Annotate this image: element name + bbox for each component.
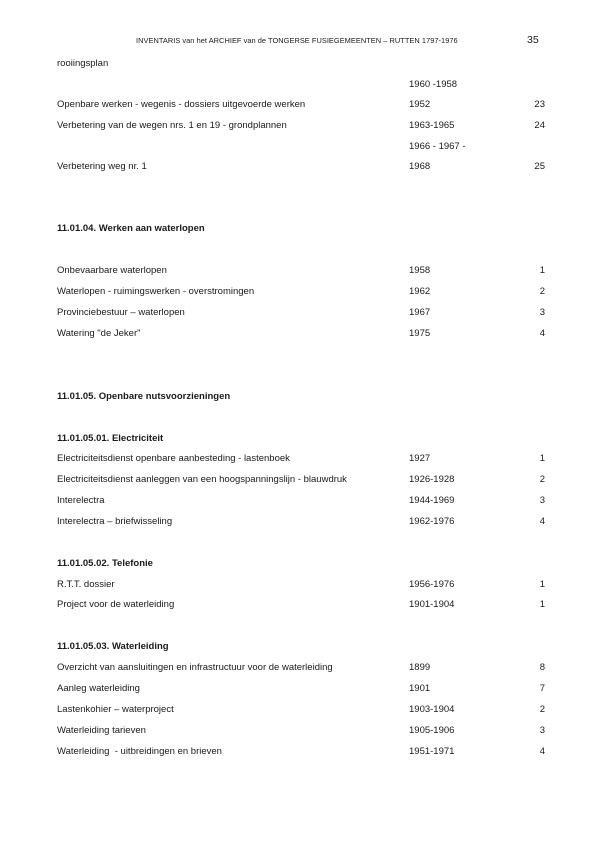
entry-description: Verbetering weg nr. 1: [57, 161, 147, 172]
entry-years: 1901-1904: [409, 599, 455, 610]
entry-number: 23: [534, 99, 545, 110]
entry-description: Electriciteitsdienst openbare aanbesteding - lastenboek: [57, 453, 290, 464]
entry-years: 1968: [409, 161, 431, 172]
entry-years: 1901: [409, 683, 431, 694]
year-line: [57, 78, 545, 92]
section-heading: 11.01.05. Openbare nutsvoorzieningen: [57, 391, 231, 402]
entry-number: 3: [539, 495, 545, 506]
entry-years: 1975: [409, 328, 431, 339]
entry-description: Waterlopen - ruimingswerken - overstromingen: [57, 286, 255, 297]
entry-description: R.T.T. dossier: [57, 579, 115, 590]
entry-years: 1967: [409, 307, 431, 318]
entry-number: 25: [534, 161, 545, 172]
entry-number: 2: [539, 474, 545, 485]
entry-description: rooiingsplan: [57, 58, 109, 69]
entry-row: [57, 578, 545, 592]
entry-description: Watering "de Jeker": [57, 328, 141, 339]
entry-number: 1: [539, 453, 545, 464]
entry-row: [57, 661, 545, 675]
page-number: 35: [527, 34, 539, 46]
entry-row: [57, 98, 545, 112]
entry-number: 4: [539, 328, 545, 339]
entry-description: Provinciebestuur – waterlopen: [57, 307, 185, 318]
entry-years: 1903-1904: [409, 704, 455, 715]
year-line: [57, 140, 545, 154]
subsection-heading: 11.01.05.02. Telefonie: [57, 558, 153, 569]
entry-years: 1951-1971: [409, 746, 455, 757]
entry-row: [57, 327, 545, 341]
continuation-line: [57, 57, 545, 71]
entry-row: [57, 682, 545, 696]
entry-number: 3: [539, 725, 545, 736]
entry-description: Project voor de waterleiding: [57, 599, 175, 610]
entry-description: Overzicht van aansluitingen en infrastructuur voor de waterleiding: [57, 662, 333, 673]
entry-description: Onbevaarbare waterlopen: [57, 265, 167, 276]
entry-description: Interelectra: [57, 495, 105, 506]
section-heading: 11.01.04. Werken aan waterlopen: [57, 223, 205, 234]
entry-description: Electriciteitsdienst aanleggen van een hoogspanningslijn - blauwdruk: [57, 474, 347, 485]
subsection-heading: 11.01.05.03. Waterleiding: [57, 641, 169, 652]
entry-number: 1: [539, 599, 545, 610]
entry-row: [57, 745, 545, 759]
entry-row: [57, 494, 545, 508]
entry-years: 1962-1976: [409, 516, 455, 527]
entry-years: 1927: [409, 453, 431, 464]
entry-description: Aanleg waterleiding: [57, 683, 140, 694]
entry-description: Interelectra – briefwisseling: [57, 516, 173, 527]
entry-years: 1905-1906: [409, 725, 455, 736]
entry-row: [57, 703, 545, 717]
entry-years: 1952: [409, 99, 431, 110]
entry-description: Waterleiding - uitbreidingen en brieven: [57, 746, 222, 757]
entry-number: 24: [534, 120, 545, 131]
entry-description: Lastenkohier – waterproject: [57, 704, 174, 715]
entry-number: 4: [539, 746, 545, 757]
entry-row: [57, 473, 545, 487]
entry-row: [57, 452, 545, 466]
entry-row: [57, 724, 545, 738]
entry-years: 1962: [409, 286, 431, 297]
header-title: INVENTARIS van het ARCHIEF van de TONGERSE FUSIEGEMEENTEN – RUTTEN 1797-1976: [136, 36, 458, 45]
entry-years: 1958: [409, 265, 431, 276]
entry-years: 1960 -1958: [409, 79, 458, 90]
entry-number: 8: [539, 662, 545, 673]
entry-description: Verbetering van de wegen nrs. 1 en 19 - grondplannen: [57, 120, 287, 131]
subsection-heading: 11.01.05.01. Electriciteit: [57, 433, 164, 444]
entry-row: [57, 515, 545, 529]
entry-number: 2: [539, 704, 545, 715]
entry-row: [57, 598, 545, 612]
entry-number: 3: [539, 307, 545, 318]
entry-description: Waterleiding tarieven: [57, 725, 146, 736]
entry-row: [57, 285, 545, 299]
entry-row: [57, 160, 545, 174]
entry-years: 1963-1965: [409, 120, 455, 131]
entry-years: 1926-1928: [409, 474, 455, 485]
entry-years: 1899: [409, 662, 431, 673]
entry-number: 1: [539, 579, 545, 590]
entry-row: [57, 306, 545, 320]
entry-number: 2: [539, 286, 545, 297]
entry-description: Openbare werken - wegenis - dossiers uitgevoerde werken: [57, 99, 306, 110]
entry-row: [57, 119, 545, 133]
entry-years: 1944-1969: [409, 495, 455, 506]
entry-number: 4: [539, 516, 545, 527]
entry-number: 1: [539, 265, 545, 276]
entry-row: [57, 264, 545, 278]
entry-number: 7: [539, 683, 545, 694]
entry-years: 1966 - 1967 -: [409, 141, 466, 152]
entry-years: 1956-1976: [409, 579, 455, 590]
